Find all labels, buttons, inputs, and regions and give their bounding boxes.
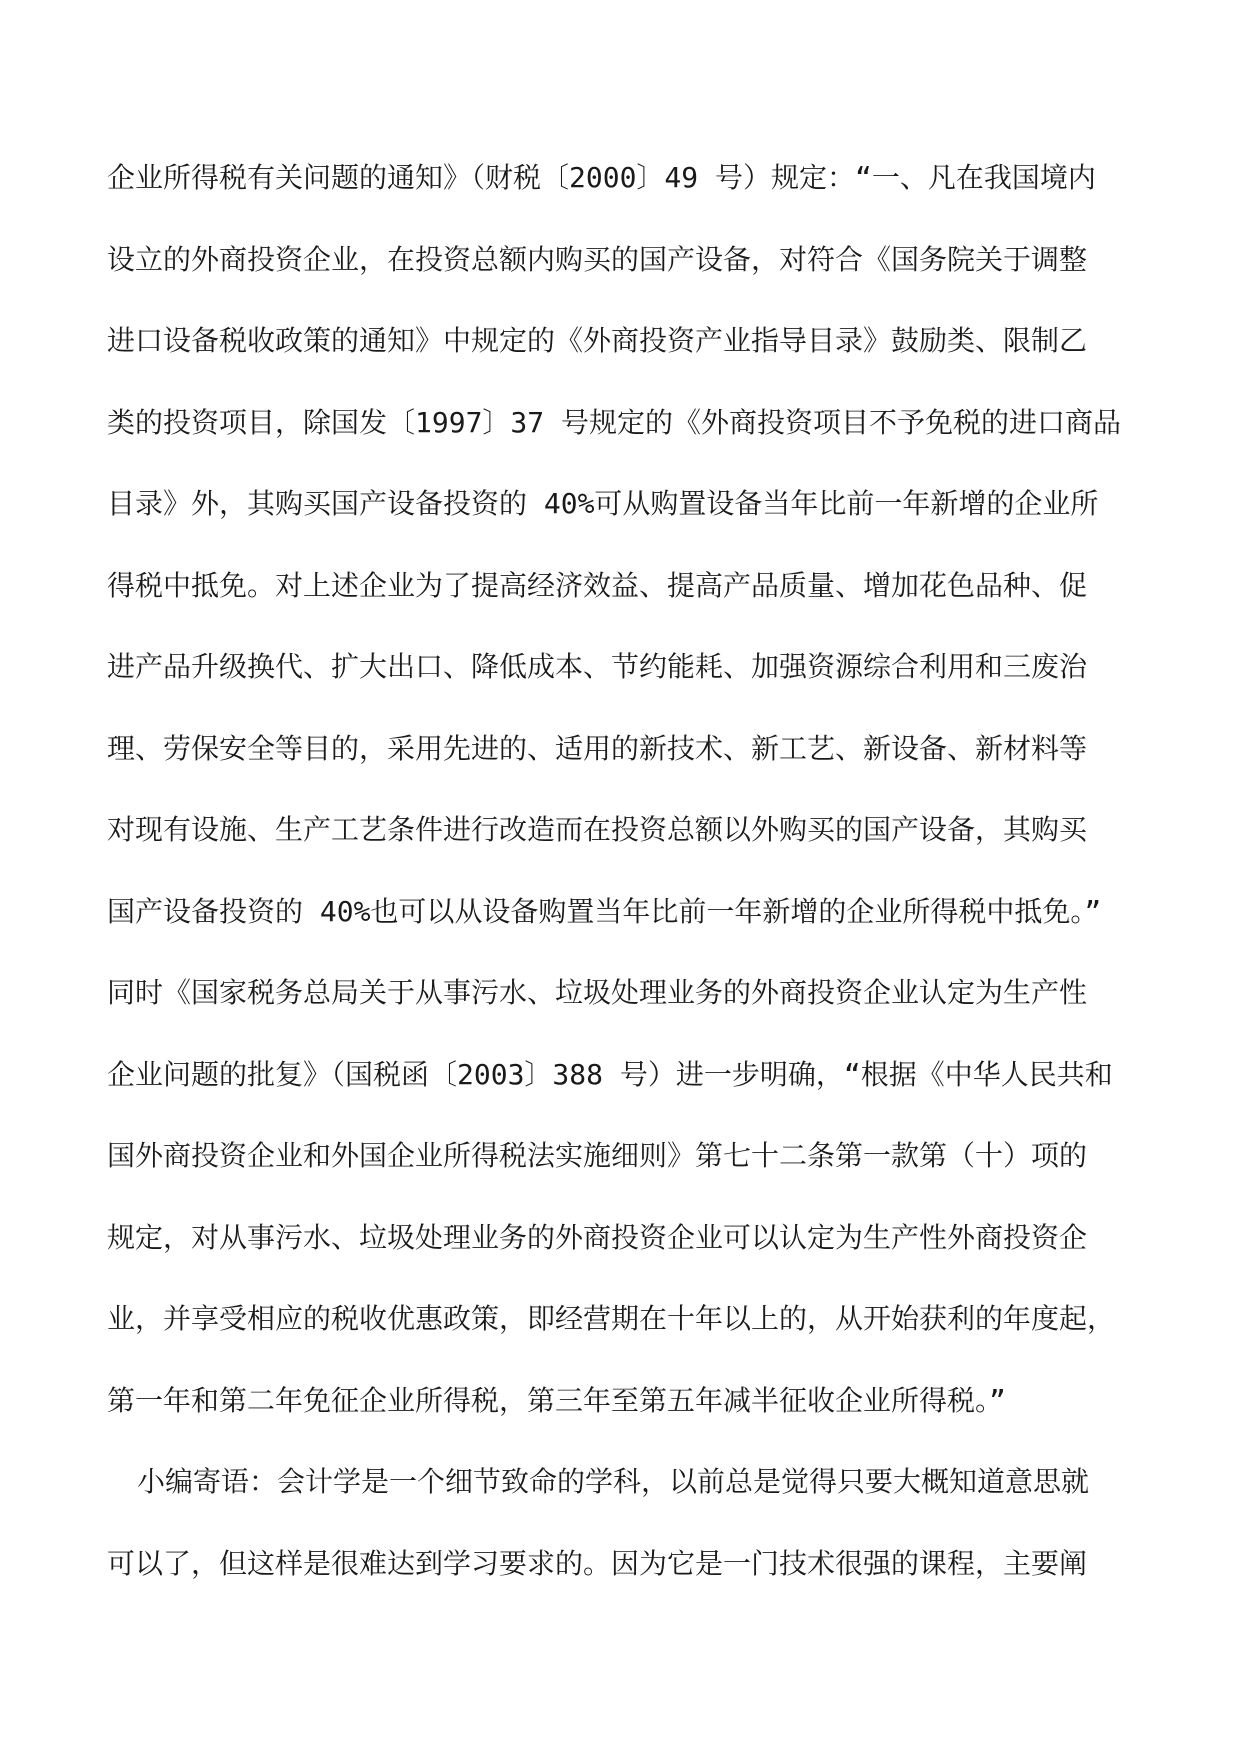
text-line: 进产品升级换代、扩大出口、降低成本、节约能耗、加强资源综合利用和三废治 bbox=[107, 650, 1088, 683]
text-line: 同时《国家税务总局关于从事污水、垃圾处理业务的外商投资企业认定为生产性 bbox=[107, 976, 1088, 1009]
text-line: 得税中抵免。对上述企业为了提高经济效益、提高产品质量、增加花色品种、促 bbox=[107, 568, 1088, 602]
text-line: 类的投资项目，除国发〔1997〕37 号规定的《外商投资项目不予免税的进口商品 bbox=[107, 405, 1122, 439]
text-line: 规定，对从事污水、垃圾处理业务的外商投资企业可以认定为生产性外商投资企 bbox=[107, 1220, 1088, 1254]
text-line: 企业问题的批复》（国税函〔2003〕388 号）进一步明确，“根据《中华人民共和 bbox=[107, 1057, 1113, 1091]
text-line: 目录》外，其购买国产设备投资的 40%可从购置设备当年比前一年新增的企业所 bbox=[107, 487, 1099, 520]
text-line: 理、劳保安全等目的，采用先进的、适用的新技术、新工艺、新设备、新材料等 bbox=[107, 731, 1088, 765]
text-line: 进口设备税收政策的通知》中规定的《外商投资产业指导目录》鼓励类、限制乙 bbox=[107, 324, 1088, 357]
body-text bbox=[107, 158, 1137, 1625]
paragraph-start-line: 小编寄语：会计学是一个细节致命的学科，以前总是觉得只要大概知道意思就 bbox=[137, 1465, 1090, 1498]
text-line: 可以了，但这样是很难达到学习要求的。因为它是一门技术很强的课程，主要阐 bbox=[107, 1546, 1088, 1580]
text-line: 国产设备投资的 40%也可以从设备购置当年比前一年新增的企业所得税中抵免。” bbox=[107, 894, 1102, 928]
text-line: 企业所得税有关问题的通知》（财税〔2000〕49 号）规定：“一、凡在我国境内 bbox=[107, 161, 1096, 194]
text-line: 第一年和第二年免征企业所得税，第三年至第五年减半征收企业所得税。” bbox=[107, 1383, 1006, 1417]
text-line: 国外商投资企业和外国企业所得税法实施细则》第七十二条第一款第（十）项的 bbox=[107, 1139, 1088, 1172]
text-line: 业，并享受相应的税收优惠政策，即经营期在十年以上的，从开始获利的年度起， bbox=[107, 1302, 1116, 1335]
text-line: 设立的外商投资企业，在投资总额内购买的国产设备，对符合《国务院关于调整 bbox=[107, 242, 1088, 276]
text-line: 对现有设施、生产工艺条件进行改造而在投资总额以外购买的国产设备，其购买 bbox=[107, 813, 1088, 846]
